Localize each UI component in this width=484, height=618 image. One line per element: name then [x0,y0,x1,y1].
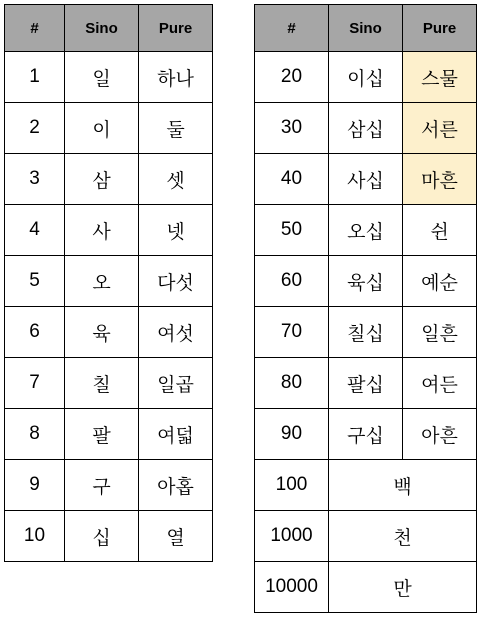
sino-cell-merged: 만 [329,562,477,613]
number-cell: 30 [255,103,329,154]
sino-cell: 팔십 [329,358,403,409]
number-cell: 10000 [255,562,329,613]
table-row [255,358,477,409]
number-cell: 5 [5,256,65,307]
header-pure: Pure [139,5,213,52]
number-cell: 4 [5,205,65,256]
sino-pure-table-right [254,4,477,613]
number-cell: 1 [5,52,65,103]
number-cell: 7 [5,358,65,409]
pure-cell: 여섯 [139,307,213,358]
pure-cell-highlighted: 스물 [403,52,477,103]
sino-cell: 삼 [65,154,139,205]
pure-cell: 일흔 [403,307,477,358]
table-row [255,511,477,562]
number-cell: 9 [5,460,65,511]
sino-cell: 육 [65,307,139,358]
table-row [5,154,213,205]
pure-cell-highlighted: 서른 [403,103,477,154]
table-row [255,205,477,256]
sino-cell: 오십 [329,205,403,256]
sino-cell: 팔 [65,409,139,460]
table-row [255,460,477,511]
number-cell: 60 [255,256,329,307]
table-row [255,103,477,154]
sino-cell: 이십 [329,52,403,103]
sino-cell: 사십 [329,154,403,205]
header-number: # [255,5,329,52]
sino-cell: 오 [65,256,139,307]
pure-cell: 쉰 [403,205,477,256]
sino-cell-merged: 천 [329,511,477,562]
table-row [5,256,213,307]
table-row [5,358,213,409]
sino-cell: 칠십 [329,307,403,358]
sino-cell: 십 [65,511,139,562]
table-row [5,511,213,562]
number-cell: 70 [255,307,329,358]
sino-cell: 칠 [65,358,139,409]
header-number: # [5,5,65,52]
pure-cell: 아흔 [403,409,477,460]
number-cell: 90 [255,409,329,460]
table-row [5,409,213,460]
table-row [5,307,213,358]
number-cell: 20 [255,52,329,103]
pure-cell: 다섯 [139,256,213,307]
sino-cell: 구십 [329,409,403,460]
pure-cell: 여든 [403,358,477,409]
header-sino: Sino [65,5,139,52]
pure-cell: 열 [139,511,213,562]
sino-cell: 일 [65,52,139,103]
number-cell: 100 [255,460,329,511]
sino-cell: 육십 [329,256,403,307]
sino-cell: 삼십 [329,103,403,154]
pure-cell: 넷 [139,205,213,256]
table-row [255,154,477,205]
table-row [255,256,477,307]
number-cell: 3 [5,154,65,205]
number-cell: 80 [255,358,329,409]
sino-cell-merged: 백 [329,460,477,511]
table-row [5,103,213,154]
table-row [255,307,477,358]
table-row [5,460,213,511]
pure-cell-highlighted: 마흔 [403,154,477,205]
number-cell: 8 [5,409,65,460]
pure-cell: 하나 [139,52,213,103]
pure-cell: 일곱 [139,358,213,409]
table-row [255,52,477,103]
number-cell: 50 [255,205,329,256]
table-row [5,52,213,103]
number-cell: 1000 [255,511,329,562]
sino-cell: 사 [65,205,139,256]
sino-cell: 구 [65,460,139,511]
header-pure: Pure [403,5,477,52]
number-cell: 40 [255,154,329,205]
pure-cell: 여덟 [139,409,213,460]
table-row [255,562,477,613]
pure-cell: 둘 [139,103,213,154]
header-sino: Sino [329,5,403,52]
pure-cell: 아홉 [139,460,213,511]
pure-cell: 예순 [403,256,477,307]
header-row [255,5,477,52]
table-row [255,409,477,460]
pure-cell: 셋 [139,154,213,205]
table-row [5,205,213,256]
header-row [5,5,213,52]
sino-pure-table-left [4,4,213,562]
number-cell: 6 [5,307,65,358]
sino-cell: 이 [65,103,139,154]
number-cell: 10 [5,511,65,562]
number-cell: 2 [5,103,65,154]
